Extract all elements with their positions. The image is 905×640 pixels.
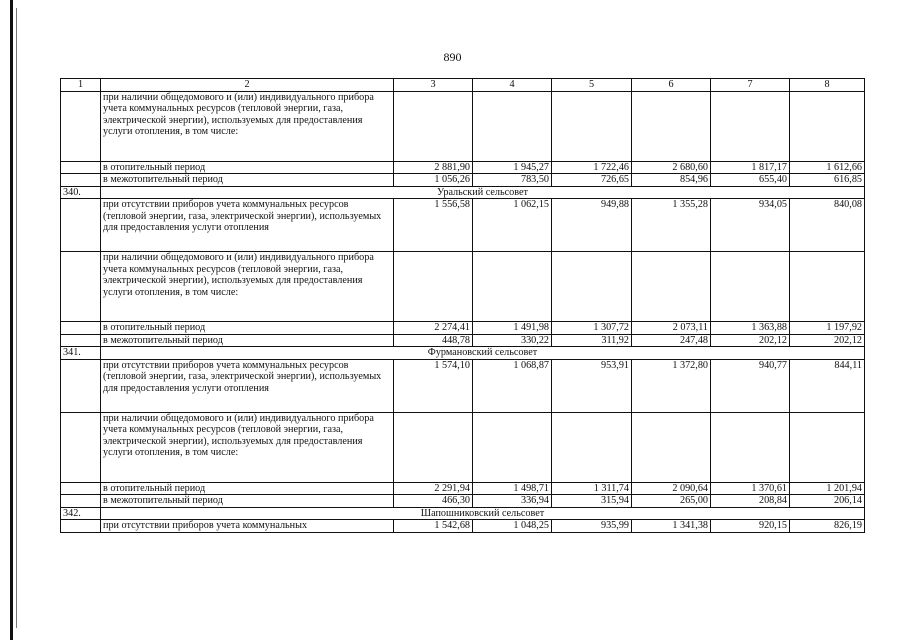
header-cell: 5 bbox=[552, 79, 632, 92]
value-cell: 1 372,80 bbox=[632, 359, 711, 412]
row-number: 340. bbox=[61, 186, 101, 199]
value-cell: 1 363,88 bbox=[711, 322, 790, 335]
value-cell bbox=[790, 412, 865, 482]
value-cell: 1 491,98 bbox=[473, 322, 552, 335]
value-cell: 826,19 bbox=[790, 520, 865, 533]
value-cell bbox=[394, 412, 473, 482]
value-cell: 1 370,61 bbox=[711, 482, 790, 495]
row-number: 342. bbox=[61, 507, 101, 520]
row-number bbox=[61, 91, 101, 161]
page-number: 890 bbox=[443, 50, 462, 64]
table-row bbox=[61, 495, 865, 508]
row-number bbox=[61, 482, 101, 495]
value-cell: 208,84 bbox=[711, 495, 790, 508]
header-row bbox=[61, 79, 865, 92]
value-cell: 1 542,68 bbox=[394, 520, 473, 533]
value-cell bbox=[473, 91, 552, 161]
section-row bbox=[61, 507, 865, 520]
header-cell: 8 bbox=[790, 79, 865, 92]
table-row bbox=[61, 174, 865, 187]
value-cell: 920,15 bbox=[711, 520, 790, 533]
section-row bbox=[61, 186, 865, 199]
header-cell: 3 bbox=[394, 79, 473, 92]
value-cell: 1 355,28 bbox=[632, 199, 711, 252]
value-cell bbox=[711, 91, 790, 161]
row-number bbox=[61, 495, 101, 508]
value-cell: 1 498,71 bbox=[473, 482, 552, 495]
row-number bbox=[61, 199, 101, 252]
table-row bbox=[61, 322, 865, 335]
value-cell bbox=[473, 252, 552, 322]
row-description: в межотопительный период bbox=[101, 334, 394, 347]
value-cell: 2 291,94 bbox=[394, 482, 473, 495]
value-cell: 1 048,25 bbox=[473, 520, 552, 533]
value-cell: 247,48 bbox=[632, 334, 711, 347]
header-cell: 2 bbox=[101, 79, 394, 92]
value-cell: 953,91 bbox=[552, 359, 632, 412]
header-cell: 1 bbox=[61, 79, 101, 92]
value-cell: 783,50 bbox=[473, 174, 552, 187]
value-cell: 311,92 bbox=[552, 334, 632, 347]
value-cell: 1 722,46 bbox=[552, 161, 632, 174]
value-cell bbox=[394, 91, 473, 161]
value-cell: 1 341,38 bbox=[632, 520, 711, 533]
row-number bbox=[61, 334, 101, 347]
value-cell: 1 945,27 bbox=[473, 161, 552, 174]
value-cell: 844,11 bbox=[790, 359, 865, 412]
value-cell: 336,94 bbox=[473, 495, 552, 508]
value-cell: 2 274,41 bbox=[394, 322, 473, 335]
value-cell: 202,12 bbox=[711, 334, 790, 347]
value-cell bbox=[790, 91, 865, 161]
value-cell: 2 090,64 bbox=[632, 482, 711, 495]
value-cell: 934,05 bbox=[711, 199, 790, 252]
value-cell: 1 307,72 bbox=[552, 322, 632, 335]
row-description: при отсутствии приборов учета коммунальных bbox=[101, 520, 394, 533]
row-number bbox=[61, 174, 101, 187]
value-cell: 1 068,87 bbox=[473, 359, 552, 412]
value-cell: 840,08 bbox=[790, 199, 865, 252]
table-row bbox=[61, 161, 865, 174]
value-cell: 935,99 bbox=[552, 520, 632, 533]
value-cell: 1 556,58 bbox=[394, 199, 473, 252]
section-title: Фурмановский сельсовет bbox=[101, 347, 865, 360]
row-description: в отопительный период bbox=[101, 322, 394, 335]
value-cell: 616,85 bbox=[790, 174, 865, 187]
value-cell: 315,94 bbox=[552, 495, 632, 508]
row-description: в отопительный период bbox=[101, 161, 394, 174]
value-cell bbox=[790, 252, 865, 322]
value-cell: 1 311,74 bbox=[552, 482, 632, 495]
value-cell bbox=[473, 412, 552, 482]
row-description: в межотопительный период bbox=[101, 495, 394, 508]
binding-edge-line bbox=[16, 8, 17, 628]
header-cell: 6 bbox=[632, 79, 711, 92]
value-cell: 2 073,11 bbox=[632, 322, 711, 335]
table-body bbox=[61, 79, 865, 533]
section-row bbox=[61, 347, 865, 360]
row-number bbox=[61, 359, 101, 412]
table-row bbox=[61, 482, 865, 495]
value-cell: 1 201,94 bbox=[790, 482, 865, 495]
value-cell: 1 574,10 bbox=[394, 359, 473, 412]
value-cell: 1 197,92 bbox=[790, 322, 865, 335]
value-cell bbox=[552, 91, 632, 161]
value-cell: 330,22 bbox=[473, 334, 552, 347]
value-cell: 206,14 bbox=[790, 495, 865, 508]
value-cell: 726,65 bbox=[552, 174, 632, 187]
tariff-table bbox=[60, 78, 865, 533]
row-number: 341. bbox=[61, 347, 101, 360]
value-cell bbox=[552, 412, 632, 482]
value-cell bbox=[394, 252, 473, 322]
value-cell bbox=[632, 91, 711, 161]
binding-edge bbox=[10, 0, 13, 640]
row-number bbox=[61, 161, 101, 174]
value-cell bbox=[711, 412, 790, 482]
table-row bbox=[61, 520, 865, 533]
value-cell: 1 056,26 bbox=[394, 174, 473, 187]
value-cell: 202,12 bbox=[790, 334, 865, 347]
table-row bbox=[61, 91, 865, 161]
row-number bbox=[61, 520, 101, 533]
value-cell: 655,40 bbox=[711, 174, 790, 187]
row-description: при наличии общедомового и (или) индивидуального прибора учета коммунальных ресурсов (тепловой энергии, газа, электрической энергии), используемых для предоставления услуги отопления, в том числе: bbox=[101, 252, 394, 322]
table-row bbox=[61, 359, 865, 412]
value-cell: 466,30 bbox=[394, 495, 473, 508]
row-description: при отсутствии приборов учета коммунальных ресурсов (тепловой энергии, газа, электрической энергии), используемых для предоставления услуги отопления bbox=[101, 359, 394, 412]
row-number bbox=[61, 322, 101, 335]
value-cell: 1 612,66 bbox=[790, 161, 865, 174]
value-cell bbox=[632, 252, 711, 322]
header-cell: 7 bbox=[711, 79, 790, 92]
value-cell: 448,78 bbox=[394, 334, 473, 347]
row-number bbox=[61, 412, 101, 482]
value-cell: 949,88 bbox=[552, 199, 632, 252]
row-description: при наличии общедомового и (или) индивидуального прибора учета коммунальных ресурсов (тепловой энергии, газа, электрической энергии), используемых для предоставления услуги отопления, в том числе: bbox=[101, 412, 394, 482]
row-description: в межотопительный период bbox=[101, 174, 394, 187]
row-description: при отсутствии приборов учета коммунальных ресурсов (тепловой энергии, газа, электрической энергии), используемых для предоставления услуги отопления bbox=[101, 199, 394, 252]
value-cell: 1 817,17 bbox=[711, 161, 790, 174]
value-cell: 2 881,90 bbox=[394, 161, 473, 174]
value-cell bbox=[711, 252, 790, 322]
table-row bbox=[61, 252, 865, 322]
value-cell: 940,77 bbox=[711, 359, 790, 412]
value-cell: 854,96 bbox=[632, 174, 711, 187]
value-cell: 1 062,15 bbox=[473, 199, 552, 252]
row-description: в отопительный период bbox=[101, 482, 394, 495]
table-row bbox=[61, 412, 865, 482]
value-cell bbox=[632, 412, 711, 482]
table-row bbox=[61, 199, 865, 252]
row-description: при наличии общедомового и (или) индивидуального прибора учета коммунальных ресурсов (тепловой энергии, газа, электрической энергии), используемых для предоставления услуги отопления, в том числе: bbox=[101, 91, 394, 161]
value-cell: 2 680,60 bbox=[632, 161, 711, 174]
header-cell: 4 bbox=[473, 79, 552, 92]
value-cell bbox=[552, 252, 632, 322]
table-row bbox=[61, 334, 865, 347]
row-number bbox=[61, 252, 101, 322]
section-title: Шапошниковский сельсовет bbox=[101, 507, 865, 520]
section-title: Уральский сельсовет bbox=[101, 186, 865, 199]
value-cell: 265,00 bbox=[632, 495, 711, 508]
